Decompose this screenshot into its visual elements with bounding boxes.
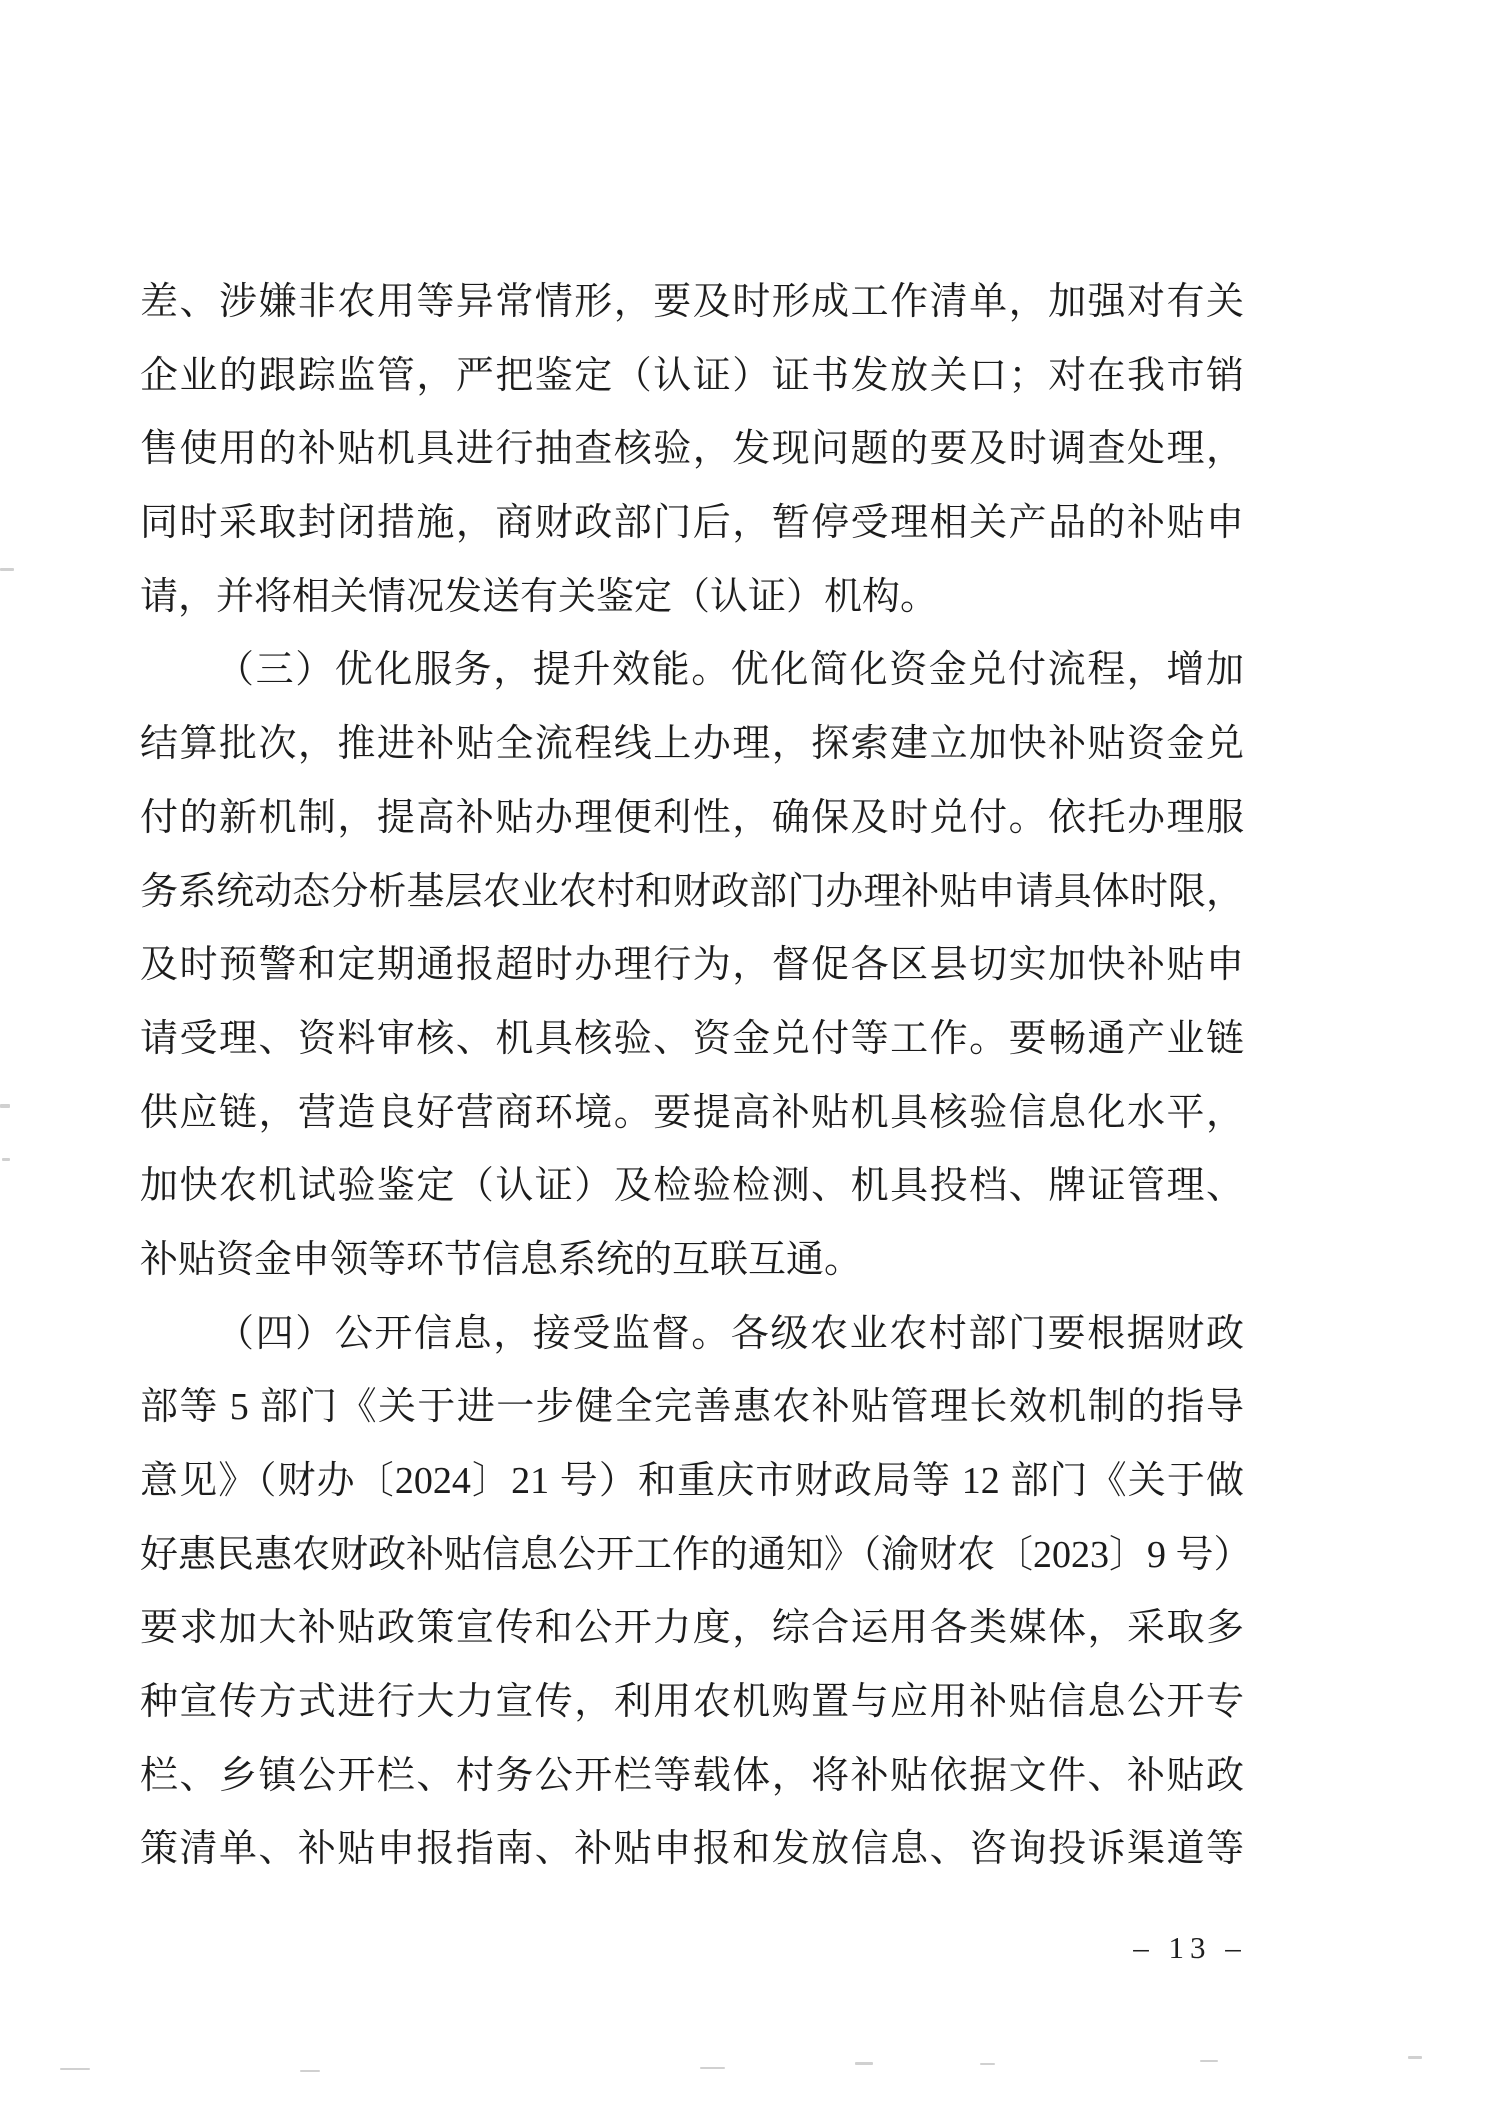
scan-artifact (300, 2070, 320, 2072)
text-line-section-3-heading: （三）优化服务，提升效能。优化简化资金兑付流程，增加 (216, 649, 1244, 692)
document-body (140, 266, 1252, 1887)
text-line: 付的新机制，提高补贴办理便利性，确保及时兑付。依托办理服 (140, 796, 1244, 839)
text-line: 务系统动态分析基层农业农村和财政部门办理补贴申请具体时限， (140, 870, 1244, 913)
scan-artifact (1200, 2060, 1218, 2062)
scan-artifact (0, 568, 14, 571)
text-line: 请，并将相关情况发送有关鉴定（认证）机构。 (140, 575, 939, 618)
text-line: 部等 5 部门《关于进一步健全完善惠农补贴管理长效机制的指导 (140, 1386, 1244, 1429)
text-line: 差、涉嫌非农用等异常情形，要及时形成工作清单，加强对有关 (140, 281, 1244, 323)
text-line: 结算批次，推进补贴全流程线上办理，探索建立加快补贴资金兑 (140, 723, 1244, 766)
text-line: 供应链，营造良好营商环境。要提高补贴机具核验信息化水平， (140, 1091, 1244, 1134)
scan-artifact (980, 2063, 995, 2065)
scan-artifact (2, 1158, 10, 1161)
scan-artifact (60, 2068, 90, 2070)
text-line: 加快农机试验鉴定（认证）及检验检测、机具投档、牌证管理、 (140, 1165, 1244, 1208)
text-line: 企业的跟踪监管，严把鉴定（认证）证书发放关口；对在我市销 (140, 354, 1244, 397)
text-line: 好惠民惠农财政补贴信息公开工作的通知》（渝财农〔2023〕9 号） (140, 1533, 1252, 1576)
scan-artifact (0, 1104, 10, 1108)
text-line: 售使用的补贴机具进行抽查核验，发现问题的要及时调查处理， (140, 428, 1244, 471)
text-line: 要求加大补贴政策宣传和公开力度，综合运用各类媒体，采取多 (140, 1607, 1244, 1650)
text-line: 种宣传方式进行大力宣传，利用农机购置与应用补贴信息公开专 (140, 1681, 1244, 1724)
text-line: 意见》（财办〔2024〕21 号）和重庆市财政局等 12 部门《关于做 (140, 1460, 1244, 1502)
text-line: 策清单、补贴申报指南、补贴申报和发放信息、咨询投诉渠道等 (140, 1828, 1244, 1871)
page-number: – 13 – (1133, 1930, 1247, 1965)
scan-artifact (1408, 2056, 1422, 2059)
text-line: 补贴资金申领等环节信息系统的互联互通。 (140, 1238, 863, 1281)
text-line: 请受理、资料审核、机具核验、资金兑付等工作。要畅通产业链 (140, 1017, 1244, 1060)
text-line: 同时采取封闭措施，商财政部门后，暂停受理相关产品的补贴申 (140, 502, 1244, 545)
text-line-section-4-heading: （四）公开信息，接受监督。各级农业农村部门要根据财政 (216, 1312, 1244, 1355)
text-line: 栏、乡镇公开栏、村务公开栏等载体，将补贴依据文件、补贴政 (140, 1754, 1244, 1797)
text-line: 及时预警和定期通报超时办理行为，督促各区县切实加快补贴申 (140, 944, 1244, 987)
scan-artifact (700, 2067, 725, 2069)
scan-artifact (855, 2062, 873, 2065)
